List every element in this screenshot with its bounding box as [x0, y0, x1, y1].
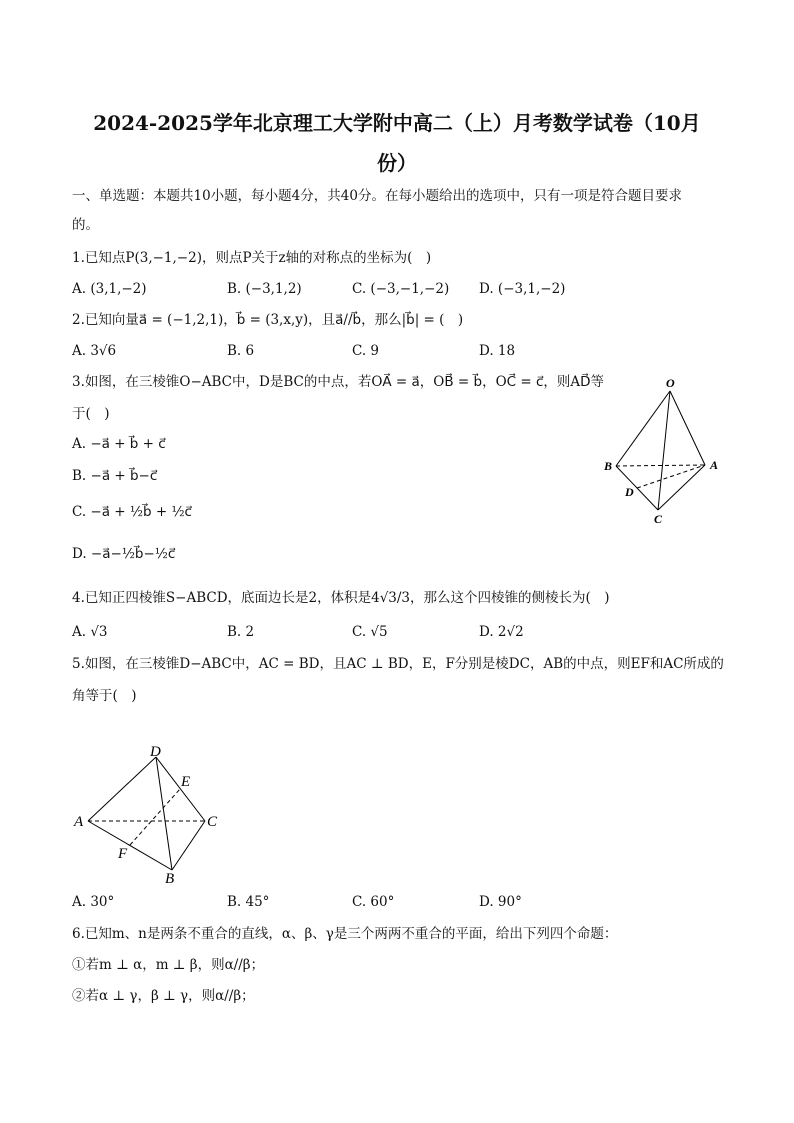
q5-option-a: A. 30°: [72, 894, 115, 910]
q1-option-b: B. (−3,1,2): [227, 281, 302, 297]
q2-option-d: D. 18: [479, 343, 516, 359]
q6-proposition-1: ①若m ⊥ α，m ⊥ β，则α//β；: [72, 957, 265, 973]
q5-stem-line2: 角等于( ): [72, 688, 137, 704]
label-c: C: [207, 814, 218, 830]
label-a: A: [710, 458, 719, 472]
edge-ab: [88, 821, 172, 870]
q6-proposition-2: ②若α ⊥ γ，β ⊥ γ，则α//β；: [72, 988, 255, 1004]
q3-option-d: D. −a⃗−½b⃗−½c⃗: [72, 546, 176, 562]
q5-stem-line1: 5.如图，在三棱锥D−ABC中，AC = BD，且AC ⊥ BD，E，F分别是棱DC，AB的中点，则EF和AC所成的: [72, 656, 724, 672]
q3-option-b: B. −a⃗ + b⃗−c⃗: [72, 468, 158, 484]
q3-option-a: A. −a⃗ + b⃗ + c⃗: [72, 436, 166, 452]
q5-option-b: B. 45°: [227, 894, 270, 910]
q5-tetrahedron-figure: [70, 738, 230, 886]
edge-ac: [658, 465, 705, 510]
edge-oa: [670, 391, 705, 465]
section-heading-line1: 一、单选题：本题共10小题，每小题4分，共40分。在每小题给出的选项中，只有一项是符合题目要求: [72, 188, 682, 204]
label-o: O: [666, 376, 675, 390]
q1-option-a: A. (3,1,−2): [72, 281, 147, 297]
edge-ad-dashed: [637, 465, 705, 488]
q1-stem: 1.已知点P(3,−1,−2)，则点P关于z轴的对称点的坐标为( ): [72, 250, 432, 266]
q2-option-b: B. 6: [227, 343, 255, 359]
q5-option-d: D. 90°: [479, 894, 522, 910]
label-b: B: [604, 459, 613, 473]
q4-option-c: C. √5: [352, 624, 388, 640]
label-e: E: [181, 774, 191, 790]
q6-stem: 6.已知m、n是两条不重合的直线，α、β、γ是三个两两不重合的平面，给出下列四个命题：: [72, 926, 618, 942]
label-c: C: [654, 512, 663, 526]
edge-da: [88, 757, 156, 821]
label-f: F: [118, 846, 128, 862]
q4-stem: 4.已知正四棱锥S−ABCD，底面边长是2，体积是4√3/3，那么这个四棱锥的侧棱长为( ): [72, 590, 610, 606]
exam-title-line2: 份）: [377, 151, 417, 175]
segment-ef-dashed: [130, 789, 180, 845]
q1-option-d: D. (−3,1,−2): [479, 281, 566, 297]
q4-option-b: B. 2: [227, 624, 255, 640]
edge-cb: [172, 821, 205, 870]
q1-option-c: C. (−3,−1,−2): [352, 281, 450, 297]
exam-title-line1: 2024-2025学年北京理工大学附中高二（上）月考数学试卷（10月: [93, 111, 701, 135]
label-d: D: [150, 744, 161, 760]
label-a: A: [74, 814, 84, 830]
q4-option-d: D. 2√2: [479, 624, 524, 640]
label-b: B: [165, 871, 175, 886]
q3-tetrahedron-figure: [596, 374, 726, 530]
q4-option-a: A. √3: [72, 624, 108, 640]
q2-option-c: C. 9: [352, 343, 380, 359]
edge-oc: [658, 391, 670, 510]
section-heading-line2: 的。: [72, 217, 99, 233]
q2-stem: 2.已知向量a⃗ = (−1,2,1)，b⃗ = (3,x,y)，且a⃗//b⃗，那么|b⃗| = ( ): [72, 312, 464, 328]
q3-stem-line1: 3.如图，在三棱锥O−ABC中，D是BC的中点，若OA⃗ = a⃗，OB⃗ = b⃗，OC⃗ = c⃗，则AD⃗等: [72, 374, 605, 390]
q5-option-c: C. 60°: [352, 894, 395, 910]
q3-stem-line2: 于( ): [72, 406, 110, 422]
exam-title: [60, 103, 734, 183]
label-d: D: [625, 485, 634, 499]
edge-ab-dashed: [616, 465, 705, 466]
edge-ob: [616, 391, 670, 466]
q3-option-c: C. −a⃗ + ½b⃗ + ½c⃗: [72, 504, 192, 520]
q2-option-a: A. 3√6: [72, 343, 117, 359]
